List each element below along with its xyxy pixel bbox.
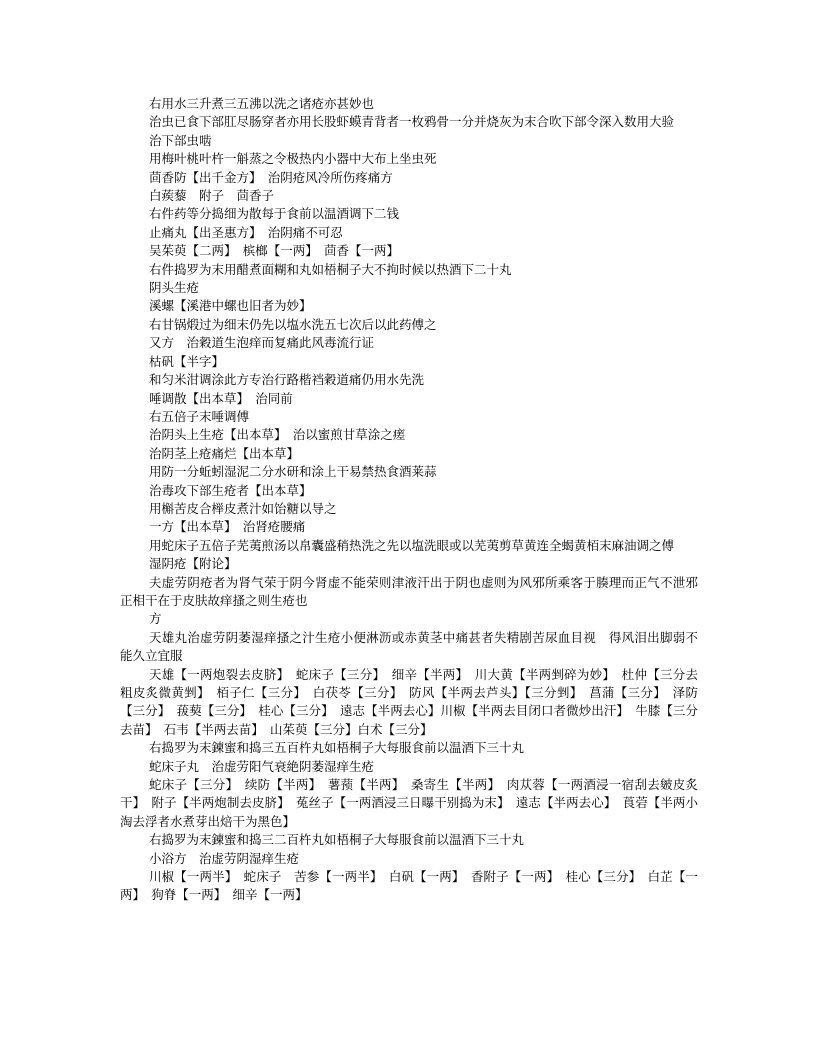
paragraph: 唾调散【出本草】 治同前 [149, 390, 293, 406]
paragraph: 右件捣罗为末用醋煮面糊和丸如梧桐子大不拘时候以热酒下二十丸 [149, 261, 512, 277]
paragraph: 用防一分蚯蚓湿泥二分水研和涂上干易禁热食酒莱蒜 [149, 464, 437, 480]
paragraph: 枯矾【半字】 [149, 353, 225, 369]
paragraph: 用梅叶桃叶杵一斛蒸之令极热内小器中大布上坐虫死 [149, 151, 437, 167]
paragraph: 阴头生疮 [149, 280, 200, 296]
paragraph: 治下部虫啮 [149, 132, 212, 148]
paragraph: 用槲苦皮合榉皮煮汁如饴糖以导之 [149, 500, 337, 516]
paragraph: 小浴方 治虚劳阴湿痒生疮 [149, 850, 300, 866]
paragraph: 一方【出本草】 治肾疮腰痛 [149, 519, 306, 535]
paragraph: 止痛丸【出圣惠方】 治阴痛不可忍 [149, 224, 343, 240]
paragraph: 右用水三升煮三五沸以洗之诸疮亦甚妙也 [149, 96, 375, 111]
paragraph: 右捣罗为末鍊蜜和捣三五百杵丸如梧桐子大每服食前以温酒下三十丸 [149, 740, 525, 756]
paragraph: 治阴头上生疮【出本草】 治以蜜煎甘草涂之瘥 [149, 427, 406, 443]
paragraph: 川椒【一两半】 蛇床子 苦参【一两半】 白矾【一两】 香附子【一两】 桂心【三分】 白芷【一两】 狗脊【一两】 细辛【一两】 [120, 869, 698, 903]
paragraph: 湿阴疮【附论】 [149, 556, 237, 572]
paragraph: 治虫已食下部肛尽肠穿者亦用长股虾蟆青背者一枚鸦骨一分并烧灰为末合吹下部令深入数用大验 [149, 114, 675, 130]
paragraph: 右捣罗为末鍊蜜和捣三二百杵丸如梧桐子大每服食前以温酒下三十丸 [149, 832, 525, 848]
paragraph: 右甘锅煅过为细末仍先以塩水洗五七次后以此药傅之 [149, 316, 437, 332]
paragraph: 白蒺藜 附子 茴香子 [149, 188, 275, 204]
paragraph: 天雄丸治虚劳阴萎湿痒搔之汁生疮小便淋沥或赤黄茎中痛甚者失精剧苦尿血目视 得风泪出脚弱不能久立宜服 [120, 629, 698, 664]
paragraph: 茴香防【出千金方】 治阴疮风冷所伤疼痛方 [149, 169, 393, 185]
paragraph: 夫虚劳阴疮者为肾气荣于阴今肾虚不能荣则津液汗出于阴也虚则为风邪所乘客于腠理而正气不泄邪正相干在于皮肤故痒搔之则生疮也 [120, 574, 698, 608]
paragraph: 治毒攻下部生疮者【出本草】 [149, 482, 312, 498]
paragraph: 蛇床子丸 治虚劳阳气衰絶阴萎湿痒生疮 [149, 758, 375, 774]
paragraph: 蛇床子【三分】 续防【半两】 薯蓣【半两】 桑寄生【半两】 肉苁蓉【一两酒浸一宿刮去皴皮炙干】 附子【半两炮制去皮脐】 菟丝子【一两酒浸三日曝干别捣为末】 遠志【半两去心】 莨菪【半两小淘去浮者水煮芽出焙干为黑色】 [120, 777, 698, 829]
paragraph: 和匀米泔调涂此方专治行路楷裆穀道痛仍用水先洗 [149, 372, 425, 388]
document-body [120, 95, 698, 905]
paragraph: 用蛇床子五倍子芜荑煎汤以帛囊盛稍热洗之先以塩洗眼或以芜荑剪草黄连全蝎黄栢末麻油调之傅 [149, 537, 675, 553]
paragraph: 治阴茎上疮痛烂【出本草】 [149, 445, 300, 461]
paragraph: 吴茱萸【二两】 槟榔【一两】 茴香【一两】 [149, 243, 400, 259]
paragraph: 溪螺【溪港中螺也旧者为妙】 [149, 298, 312, 314]
paragraph: 右五倍子末唾调傅 [149, 408, 250, 424]
paragraph: 方 [149, 611, 162, 627]
paragraph: 右件药等分捣细为散每于食前以温酒调下二钱 [149, 206, 400, 222]
paragraph: 天雄【一两炮裂去皮脐】 蛇床子【三分】 细辛【半两】 川大黄【半两剉碎为妙】 杜仲【三分去粗皮炙微黄剉】 栢子仁【三分】 白茯苓【三分】 防风【半两去芦头】【三分剉】 菖蒲【三分】 泽防【三分】 菝葜【三分】 桂心【三分】 遠志【半两去心】川椒【半两去目闭口者微炒出汗】 牛膝【三分去苗】 石韦【半两去苗】 山茱萸【三分】白术【三分】 [120, 666, 698, 737]
paragraph: 又方 治穀道生泡痒而复痛此风毒流行证 [149, 335, 375, 351]
